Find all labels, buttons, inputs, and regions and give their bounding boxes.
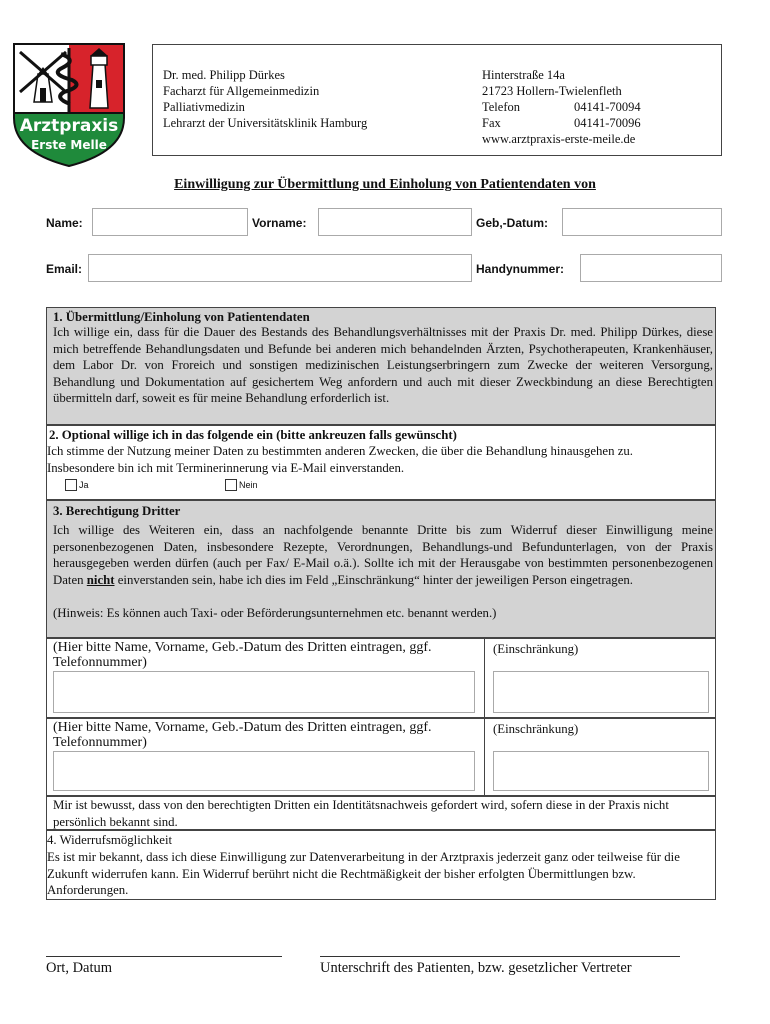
vorname-field[interactable] xyxy=(318,208,472,236)
section3-heading: 3. Berechtigung Dritter xyxy=(53,504,181,518)
column-divider xyxy=(484,639,485,719)
mobile-field[interactable] xyxy=(580,254,722,282)
section2-text: Ich stimme der Nutzung meiner Daten zu bestimmten anderen Zwecken, die über die Behandlung hinausgehen zu. Insbesondere bin ich mit Terminerinnerung via E-Mail einverstanden. xyxy=(47,444,633,475)
section-optional xyxy=(46,425,716,500)
third-party-row-2 xyxy=(46,718,716,796)
signature-line xyxy=(320,956,680,957)
third-party-1-field[interactable] xyxy=(53,671,475,713)
identity-note: Mir ist bewusst, dass von den berechtigten Dritten ein Identitätsnachweis gefordert wird, sofern diese in der Praxis nicht persönlich bekannt sind. xyxy=(53,798,669,829)
section3-hint: (Hinweis: Es können auch Taxi- oder Beförderungsunternehmen etc. benannt werden.) xyxy=(53,606,497,620)
doctor-name: Dr. med. Philipp Dürkes xyxy=(163,68,285,82)
place-date-line xyxy=(46,956,282,957)
handy-label: Handynummer: xyxy=(476,262,565,276)
name-label: Name: xyxy=(46,216,83,230)
website: www.arztpraxis-erste-meile.de xyxy=(482,132,636,146)
address-street: Hinterstraße 14a xyxy=(482,68,565,82)
logo-title: Arztpraxis xyxy=(19,116,119,136)
document-title: Einwilligung zur Übermittlung und Einholung von Patientendaten von xyxy=(174,177,596,192)
section3-text xyxy=(53,522,713,588)
section1-text: Ich willige ein, dass für die Dauer des Bestands des Behandlungsverhältnisses mit der Praxis Dr. med. Philipp Dürkes, diese mich betreffende Behandlungsdaten und Befunde bei anderen mich behandelnden Ärzten, Psychotherapeuten, Krankenhäuser, dem Labor Dr. von Froreich und sonstigen medizinischen Leistungserbringern zum Zwecke der weiteren Versorgung, Behandlung und Dokumentation auf gesichertem Weg anfordern und auch mit dieser Zweckbindung an diese Berechtigten übermitteln darf, soweit es für meine Behandlung erforderlich ist. xyxy=(53,325,713,405)
restriction-2-label: (Einschränkung) xyxy=(493,722,579,736)
doctor-specialty: Facharzt für Allgemeinmedizin xyxy=(163,84,320,98)
phone-label: Telefon xyxy=(482,100,520,114)
section4-heading: 4. Widerrufsmöglichkeit xyxy=(47,833,173,847)
birthdate-field[interactable] xyxy=(562,208,722,236)
column-divider xyxy=(484,719,485,797)
third-party-row-1 xyxy=(46,638,716,718)
section-third-party xyxy=(46,500,716,638)
section3-text-b: einverstanden sein, habe ich dies im Feld „Einschränkung“ hinter der jeweiligen Person eingetragen. xyxy=(117,572,633,587)
section1-heading: 1. Übermittlung/Einholung von Patientendaten xyxy=(53,310,310,324)
ja-checkbox[interactable] xyxy=(65,479,77,491)
section3-nicht: nicht xyxy=(86,572,115,587)
geb-label: Geb,-Datum: xyxy=(476,216,548,230)
restriction-2-field[interactable] xyxy=(493,751,709,791)
third-party-1-label: (Hier bitte Name, Vorname, Geb.-Datum des Dritten eintragen, ggf. Telefonnummer) xyxy=(53,640,432,670)
identity-note-box xyxy=(46,796,716,830)
doctor-teaching: Lehrarzt der Universitätsklinik Hamburg xyxy=(163,116,368,130)
nein-label: Nein xyxy=(239,480,258,490)
third-party-2-label: (Hier bitte Name, Vorname, Geb.-Datum des Dritten eintragen, ggf. Telefonnummer) xyxy=(53,720,432,750)
section-transfer xyxy=(46,307,716,425)
practice-logo xyxy=(6,40,132,168)
phone-number: 04141-70094 xyxy=(574,100,641,114)
logo-subtitle: Erste Melle xyxy=(31,138,107,152)
fax-label: Fax xyxy=(482,116,501,130)
third-party-2-field[interactable] xyxy=(53,751,475,791)
nein-checkbox[interactable] xyxy=(225,479,237,491)
signature-label: Unterschrift des Patienten, bzw. gesetzlicher Vertreter xyxy=(320,960,632,976)
section3-text-a: Ich willige des Weiteren ein, dass an nachfolgende benannte Dritte bis zum Widerruf dieser Einwilligung meine personenbezogenen Daten, insbesondere Rezepte, Verordnungen, Behandlungs-und Befundunterlagen, von der Praxis herausgegeben werden dürfen (auch per Fax/ E-Mail o.ä.). Sollte ich mit der Herausgabe von bestimmten personenbezogenen Daten xyxy=(53,523,713,587)
email-field[interactable] xyxy=(88,254,472,282)
fax-number: 04141-70096 xyxy=(574,116,641,130)
section2-heading: 2. Optional willige ich in das folgende ein (bitte ankreuzen falls gewünscht) xyxy=(49,428,457,442)
section4-text: Es ist mir bekannt, dass ich diese Einwilligung zur Datenverarbeitung in der Arztpraxis jederzeit ganz oder teilweise für die Zukunft widerrufen kann. Ein Widerruf berührt nicht die Rechtmäßigkeit der bisher erfolgten Übermittlungen bzw. Anforderungen. xyxy=(47,850,680,897)
name-field[interactable] xyxy=(92,208,248,236)
doctor-palliative: Palliativmedizin xyxy=(163,100,245,114)
place-date-label: Ort, Datum xyxy=(46,960,113,976)
restriction-1-label: (Einschränkung) xyxy=(493,642,579,656)
email-label: Email: xyxy=(46,262,83,276)
address-city: 21723 Hollern-Twielenfleth xyxy=(482,84,622,98)
practice-header xyxy=(152,44,722,156)
vorname-label: Vorname: xyxy=(252,216,307,230)
section-revocation xyxy=(46,830,716,900)
ja-label: Ja xyxy=(79,480,89,490)
restriction-1-field[interactable] xyxy=(493,671,709,713)
